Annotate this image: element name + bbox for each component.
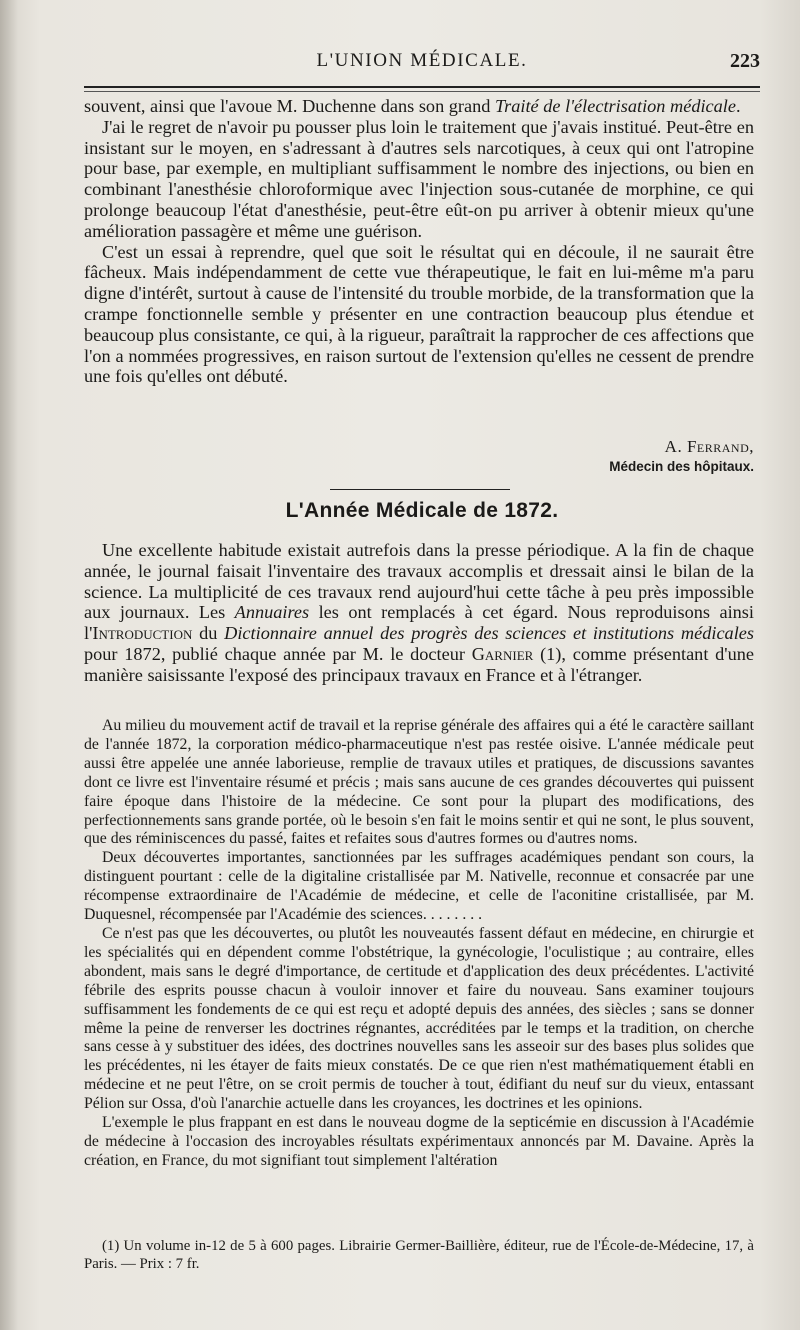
footnote-text: (1) Un volume in-12 de 5 à 600 pages. Librairie Germer-Baillière, éditeur, rue de l'École-de-Médecine, 17, à Paris. — Prix : 7 fr. [84, 1238, 754, 1272]
paragraph-1 [84, 96, 754, 117]
quote-paragraph-3: Ce n'est pas que les découvertes, ou plutôt les nouveautés fassent défaut en médecine, en chirurgie et les spécialités qui en dépendent comme l'obstétrique, la gynécologie, l'oculistique ; au contraire, elles abondent, mais sans le degré d'importance, de certitude et d'application des deux précédentes. L'activité fébrile des esprits pousse chacun à vouloir innover et faire du nouveau. Sans examiner toujours suffisamment les fondements de ce qui est reçu et adopté depuis des années, des siècles ; sans se donner même la peine de renverser les doctrines régnantes, accréditées par le temps et la tradition, on cherche sans cesse à y substituer des idées, des doctrines nouvelles sans les asseoir sur des bases plus solides que les précédentes, ni les étayer de faits mieux constatés. De ce que rien n'est mathématiquement établi en médecine et ne peut l'être, on se croit permis de toucher à tout, édifiant du neuf sur du vieux, entassant Pélion sur Ossa, d'où l'anarchie actuelle dans les croyances, les doctrines et les opinions. [84, 924, 754, 1113]
author-surname: Ferrand [686, 437, 750, 456]
book-title-italic: Traité de l'électrisation médicale [494, 96, 736, 116]
page-header [84, 50, 760, 76]
footnote [84, 1238, 754, 1273]
page-shadow [0, 0, 18, 1330]
text-run: Une excellente habitude existait autrefois dans la presse périodique. A la fin de chaque année, le journal faisait l'inventaire des travaux accomplis et dressait ainsi le bilan de la science. La multiplicité de ces travaux rend aujourd'hui cette tâche à peu près impossible aux journaux. Les [84, 540, 754, 623]
quote-paragraph-2: Deux découvertes importantes, sanctionnées par les suffrages académiques pendant son cours, la distinguent pourtant : celle de la digitaline cristallisée par M. Nativelle, reconnue et consacrée par une récompense extraordinaire de l'Académie de médecine, et celle de l'aconitine cristallisée, par M. Duquesnel, récompensée par l'Académie des sciences. . . . . . . . [84, 849, 754, 924]
intro-paragraph [84, 540, 754, 686]
text-run: pour 1872, publié chaque année par M. le docteur [84, 643, 472, 664]
section-divider [330, 489, 510, 490]
signature [609, 437, 754, 474]
italic-run: Annuaires [234, 602, 310, 623]
continuation-text [84, 96, 754, 387]
text-run: du [192, 623, 225, 644]
header-rule [84, 86, 760, 88]
text-run: souvent, ainsi que l'avoue M. Duchenne dans son grand [84, 96, 495, 116]
paragraph-2: J'ai le regret de n'avoir pu pousser plus loin le traitement que j'avais institué. Peut-être en insistant sur le moyen, en s'adressant à d'autres sels narcotiques, à ceux qui ont l'atropine pour base, par exemple, en multipliant suffisamment le nombre des injections, ou bien en combinant l'anesthésie chloroformique avec l'injection sous-cutanée de morphine, ce qui prolonge beaucoup l'état d'anesthésie, peut-être eût-on pu arriver à obtenir mieux qu'une amélioration passagère et même une guérison. [84, 116, 754, 241]
article-intro [84, 540, 754, 686]
page-number: 223 [730, 50, 760, 72]
small-caps-run: Garnier [471, 643, 534, 664]
paragraph-3: C'est un essai à reprendre, quel que soit le résultat qui en découle, il ne saurait être fâcheux. Mais indépendamment de cette vue thérapeutique, le fait en lui-même m'a paru digne d'intérêt, surtout à cause de l'intensité du trouble morbide, de la transformation que la crampe fonctionnelle semble y présenter en une contraction beaucoup plus étendue et beaucoup plus consistante, ce qui, à la rigueur, paraîtrait la rapprocher de ces affections que l'on a nommées progressives, en raison surtout de l'extension qu'elles ne cessent de prendre une fois qu'elles ont débuté. [84, 241, 754, 387]
quote-paragraph-1: Au milieu du mouvement actif de travail et la reprise générale des affaires qui a été le caractère saillant de l'année 1872, la corporation médico-pharmaceutique n'est pas restée oisive. L'année médicale peut aussi être appelée une année laborieuse, remplie de travaux utiles et pratiques, de discussions savantes dont ce livre est l'inventaire résumé et précis ; mais sans aucune de ces grandes découvertes qui puissent faire époque dans l'histoire de la médecine. Ce sont pour la plupart des modifications, des perfectionnements sans grande portée, où le besoin s'en fait le moins sentir et qui ne sont, le plus souvent, que des réminiscences du passé, faites et refaites sous d'autres formes ou d'autres noms. [84, 717, 754, 848]
running-title: L'UNION MÉDICALE. [316, 50, 528, 71]
author-name [609, 437, 754, 457]
article-title: L'Année Médicale de 1872. [285, 499, 559, 522]
author-title: Médecin des hôpitaux. [609, 459, 754, 474]
italic-run: Dictionnaire annuel des progrès des sciences et institutions médicales [224, 623, 755, 644]
small-caps-run: Introduction [92, 623, 193, 644]
text-run: , [749, 437, 754, 456]
text-run: . [736, 96, 741, 116]
quote-paragraph-4: L'exemple le plus frappant en est dans le nouveau dogme de la septicémie en discussion à l'Académie de médecine à l'occasion des incroyables résultats expérimentaux annoncés par M. Davaine. Après la création, en France, du mot signifiant tout simplement l'altération [84, 1114, 754, 1169]
header-rule-thin [84, 91, 760, 92]
text-run: (1), comme présentant d'une manière saisissante l'exposé des principaux travaux en France et à l'étranger. [84, 643, 754, 685]
text-run: les ont remplacés à cet égard. Nous reproduisons ainsi l' [84, 602, 754, 644]
quoted-introduction [84, 717, 754, 1171]
author-initial: A. [664, 437, 687, 456]
